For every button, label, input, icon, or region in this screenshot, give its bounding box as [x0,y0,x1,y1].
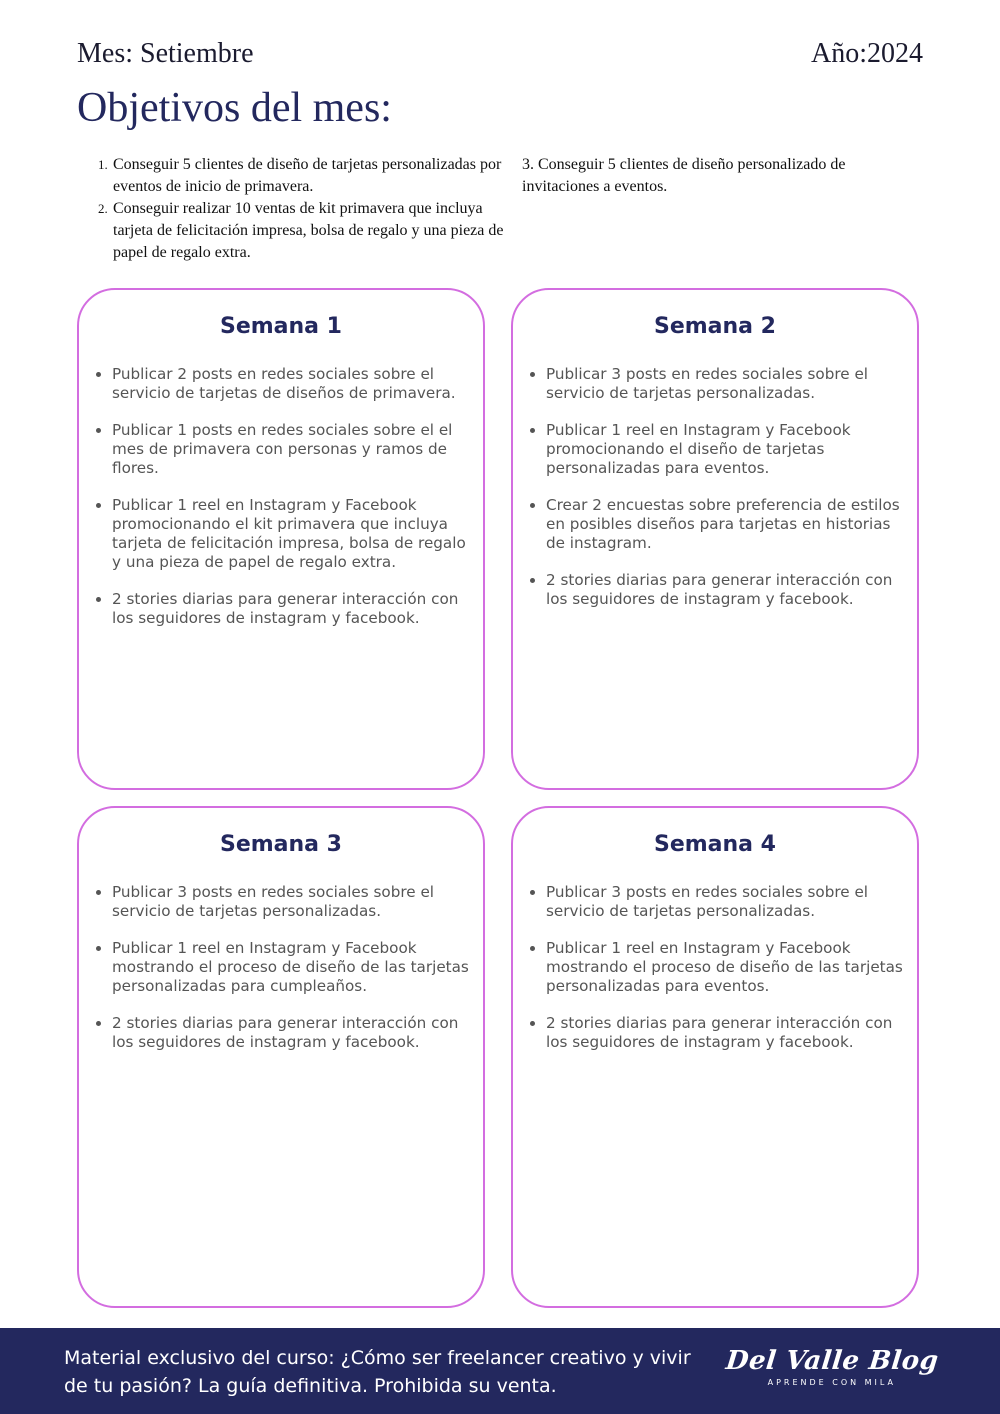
goal-item: 3. Conseguir 5 clientes de diseño personalizado de invitaciones a eventos. [522,156,846,195]
brand-logo [726,1346,938,1387]
week-task-list [79,883,483,1052]
goals-list-right [522,154,902,198]
task-item: • 2 stories diarias para generar interacción con los seguidores de instagram y facebook. [546,1014,907,1052]
goal-item: 1. Conseguir 5 clientes de diseño de tarjetas personalizadas por eventos de inicio de primavera. [111,154,511,198]
week-task-list [513,883,917,1052]
task-item: • Publicar 1 reel en Instagram y Facebook promocionando el diseño de tarjetas personalizadas para eventos. [546,421,907,478]
week-title: Semana 4 [653,832,776,857]
task-item: • Publicar 1 reel en Instagram y Facebook promocionando el kit primavera que incluya tarjeta de felicitación impresa, bolsa de regalo y una pieza de papel de regalo extra. [112,496,473,572]
week-card-1 [77,288,485,790]
week-card-4 [511,806,919,1308]
task-item: • Publicar 2 posts en redes sociales sobre el servicio de tarjetas de diseños de primavera. [112,365,473,403]
brand-name: Del Valle Blog [724,1346,940,1376]
week-task-list [513,365,917,609]
goal-item: 2. Conseguir realizar 10 ventas de kit primavera que incluya tarjeta de felicitación impresa, bolsa de regalo y una pieza de papel de regalo extra. [111,198,511,264]
brand-tagline: APRENDE CON MILA [767,1378,897,1387]
task-item: • 2 stories diarias para generar interacción con los seguidores de instagram y facebook. [546,571,907,609]
week-card-2 [511,288,919,790]
task-item: • Publicar 1 posts en redes sociales sobre el el mes de primavera con personas y ramos de flores. [112,421,473,478]
task-item: • Publicar 3 posts en redes sociales sobre el servicio de tarjetas personalizadas. [546,365,907,403]
task-item: • Publicar 3 posts en redes sociales sobre el servicio de tarjetas personalizadas. [546,883,907,921]
week-title: Semana 3 [219,832,342,857]
week-task-list [79,365,483,628]
footer-notice: Material exclusivo del curso: ¿Cómo ser freelancer creativo y vivir de tu pasión? La guía definitiva. Prohibida su venta. [64,1347,691,1397]
year-label: Año:2024 [811,38,923,69]
week-title: Semana 1 [219,314,342,339]
task-item: • Crear 2 encuestas sobre preferencia de estilos en posibles diseños para tarjetas en historias de instagram. [546,496,907,553]
goals-list-left [95,154,511,264]
week-card-3 [77,806,485,1308]
task-item: • 2 stories diarias para generar interacción con los seguidores de instagram y facebook. [112,1014,473,1052]
footer-bar [0,1328,1000,1414]
task-item: • Publicar 3 posts en redes sociales sobre el servicio de tarjetas personalizadas. [112,883,473,921]
task-item: • 2 stories diarias para generar interacción con los seguidores de instagram y facebook. [112,590,473,628]
task-item: • Publicar 1 reel en Instagram y Facebook mostrando el proceso de diseño de las tarjetas personalizadas para eventos. [546,939,907,996]
week-title: Semana 2 [653,314,776,339]
page-title: Objetivos del mes: [77,85,392,131]
task-item: • Publicar 1 reel en Instagram y Facebook mostrando el proceso de diseño de las tarjetas personalizadas para cumpleaños. [112,939,473,996]
month-label: Mes: Setiembre [77,38,254,69]
